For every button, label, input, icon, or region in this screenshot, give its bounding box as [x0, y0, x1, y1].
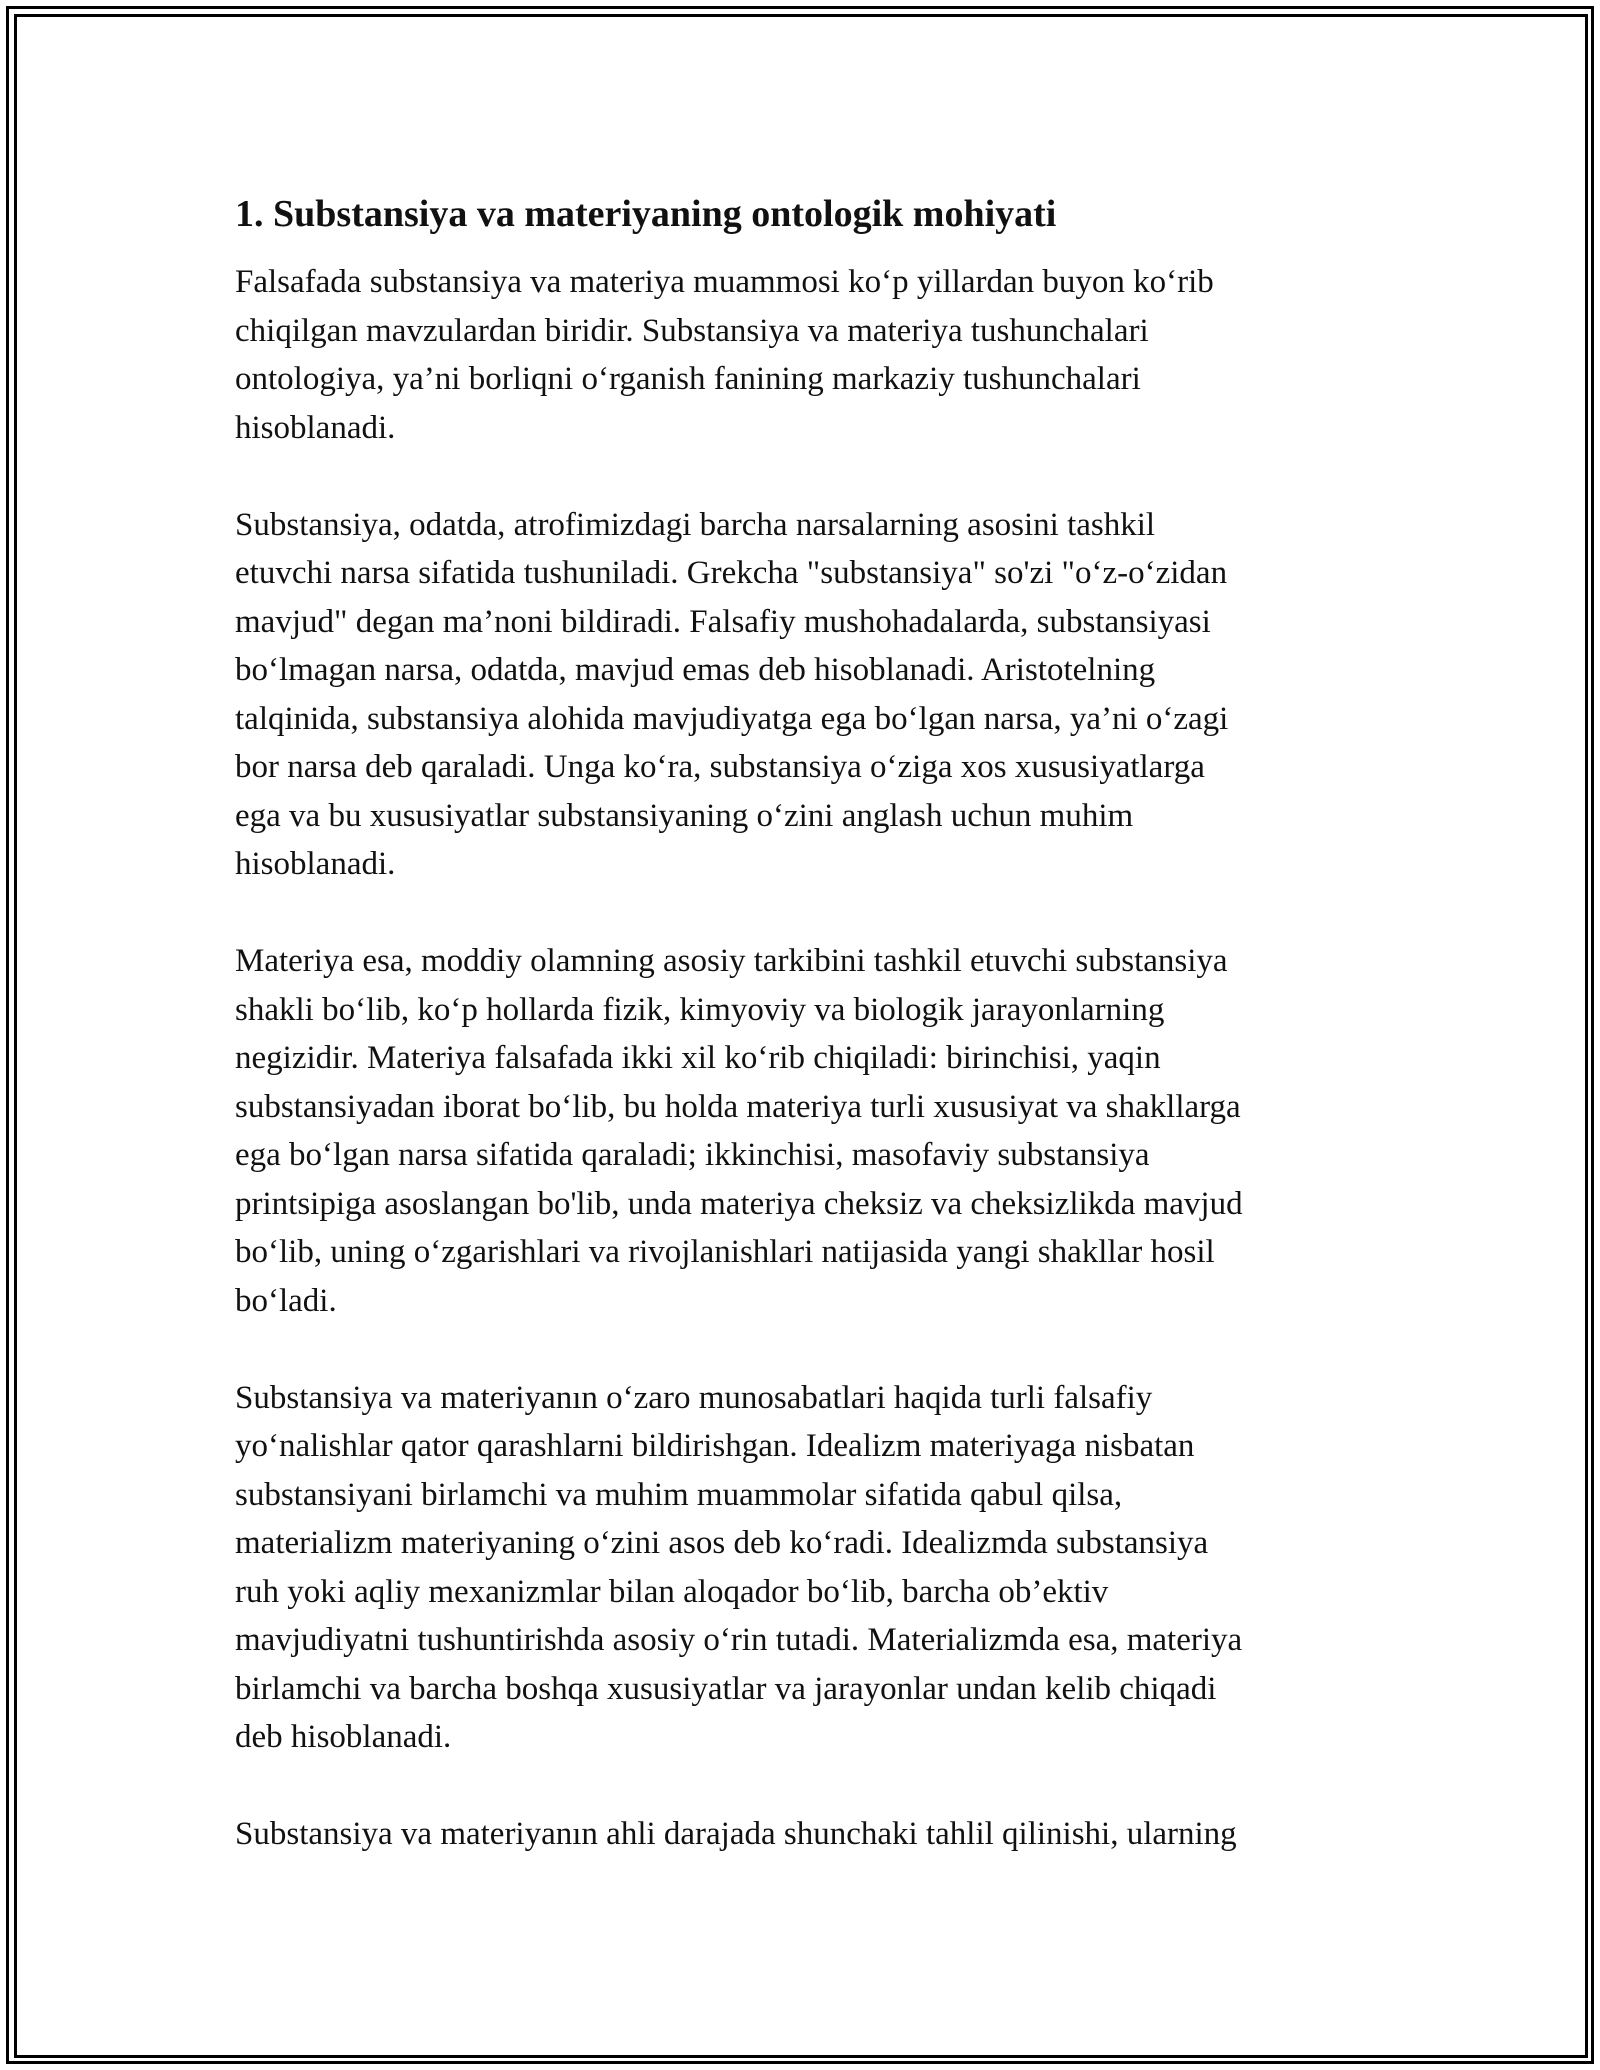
text-line: talqinida, substansiya alohida mavjudiyatga ega bo‘lgan narsa, ya’ni o‘zagi	[235, 700, 1229, 737]
document-body	[235, 190, 1365, 1907]
text-line: shakli bo‘lib, ko‘p hollarda fizik, kimyoviy va biologik jarayonlarning	[235, 991, 1165, 1028]
text-line: ruh yoki aqliy mexanizmlar bilan aloqador bo‘lib, barcha ob’ektiv	[235, 1573, 1109, 1610]
text-line: bor narsa deb qaraladi. Unga ko‘ra, substansiya o‘ziga xos xususiyatlarga	[235, 749, 1205, 785]
text-line: Substansiya va materiyanın ahli darajada shunchaki tahlil qilinishi, ularning	[235, 1816, 1237, 1852]
paragraph-1	[235, 258, 1365, 452]
text-line: hisoblanadi.	[235, 409, 396, 446]
text-line: etuvchi narsa sifatida tushuniladi. Grekcha "substansiya" so'zi "o‘z-o‘zidan	[235, 555, 1228, 591]
section-heading: 1. Substansiya va materiyaning ontologik mohiyati	[235, 193, 1057, 235]
text-line: Materiya esa, moddiy olamning asosiy tarkibini tashkil etuvchi substansiya	[235, 943, 1228, 979]
text-line: Substansiya va materiyanın o‘zaro munosabatlari haqida turli falsafiy	[235, 1379, 1153, 1416]
text-line: printsipiga asoslangan bo'lib, unda materiya cheksiz va cheksizlikda mavjud	[235, 1185, 1243, 1222]
text-line: materializm materiyaning o‘zini asos deb ko‘radi. Idealizmda substansiya	[235, 1525, 1209, 1561]
text-line: Falsafada substansiya va materiya muammosi ko‘p yillardan buyon ko‘rib	[235, 264, 1214, 300]
text-line: deb hisoblanadi.	[235, 1719, 452, 1755]
text-line: ega bo‘lgan narsa sifatida qaraladi; ikkinchisi, masofaviy substansiya	[235, 1137, 1150, 1173]
text-line: ontologiya, ya’ni borliqni o‘rganish fanining markaziy tushunchalari	[235, 361, 1141, 397]
paragraphs-container	[235, 258, 1365, 1859]
text-line: birlamchi va barcha boshqa xususiyatlar va jarayonlar undan kelib chiqadi	[235, 1670, 1217, 1707]
text-line: bo‘lmagan narsa, odatda, mavjud emas deb hisoblanadi. Aristotelning	[235, 652, 1156, 688]
text-line: ega va bu xususiyatlar substansiyaning o‘zini anglash uchun muhim	[235, 797, 1134, 834]
text-line: Substansiya, odatda, atrofimizdagi barcha narsalarning asosini tashkil	[235, 506, 1156, 543]
text-line: bo‘ladi.	[235, 1282, 337, 1319]
paragraph-5	[235, 1810, 1365, 1859]
text-line: negizidir. Materiya falsafada ikki xil ko‘rib chiqiladi: birinchisi, yaqin	[235, 1040, 1161, 1076]
paragraph-2	[235, 501, 1365, 889]
text-line: yo‘nalishlar qator qarashlarni bildirishgan. Idealizm materiyaga nisbatan	[235, 1428, 1195, 1464]
text-line: substansiyadan iborat bo‘lib, bu holda materiya turli xususiyat va shakllarga	[235, 1088, 1241, 1125]
text-line: mavjudiyatni tushuntirishda asosiy o‘rin tutadi. Materializmda esa, materiya	[235, 1622, 1243, 1658]
text-line: bo‘lib, uning o‘zgarishlari va rivojlanishlari natijasida yangi shakllar hosil	[235, 1234, 1215, 1270]
paragraph-4	[235, 1374, 1365, 1762]
text-line: substansiyani birlamchi va muhim muammolar sifatida qabul qilsa,	[235, 1476, 1123, 1513]
text-line: chiqilgan mavzulardan biridir. Substansiya va materiya tushunchalari	[235, 312, 1149, 349]
text-line: mavjud" degan ma’noni bildiradi. Falsafiy mushohadalarda, substansiyasi	[235, 603, 1211, 640]
text-line: hisoblanadi.	[235, 846, 396, 882]
paragraph-3	[235, 937, 1365, 1325]
